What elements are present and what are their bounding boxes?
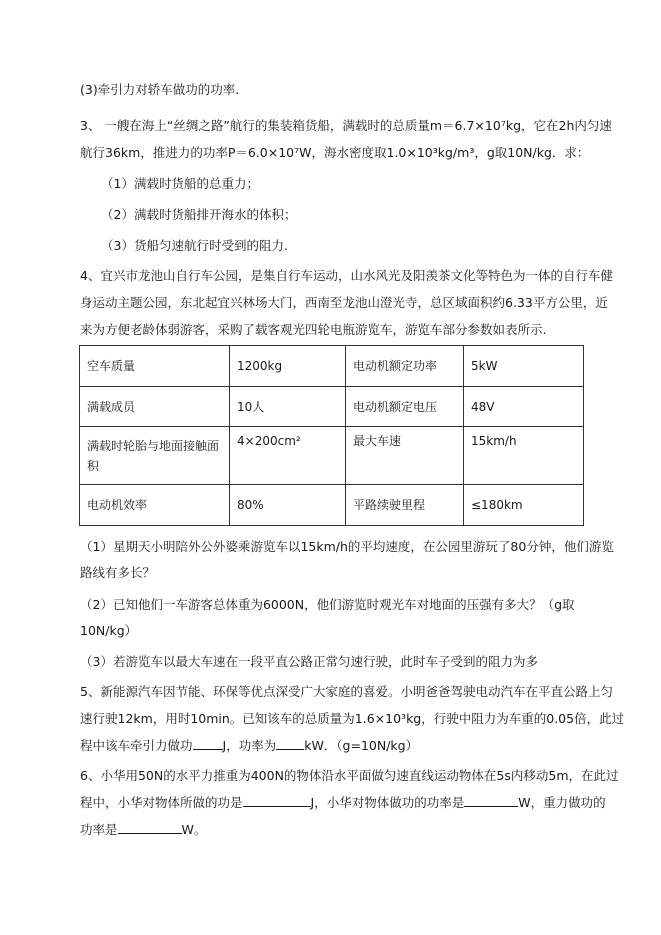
question-3-sub-1: （1）满载时货船的总重力；: [101, 176, 259, 191]
answer-blank[interactable]: [243, 792, 311, 807]
question-5-text-a: 程中该车牵引力做功: [80, 738, 193, 753]
question-6-line-3: [80, 819, 206, 840]
table-cell: 1200kg: [230, 346, 346, 387]
question-5-line-1: 5、新能源汽车因节能、环保等优点深受广大家庭的喜爱。小明爸爸驾驶电动汽车在平直公路上匀: [80, 684, 613, 699]
parameter-table: [79, 345, 584, 526]
question-6-text-c: W，重力做功的: [518, 795, 606, 810]
table-row: [80, 427, 584, 485]
question-4-line-2: 身运动主题公园，东北起宜兴林场大门，西南至龙池山澄光寺，总区域面积约6.33平方公里，近: [80, 295, 608, 310]
table-cell: 5kW: [464, 346, 584, 387]
answer-blank[interactable]: [276, 735, 304, 750]
table-cell: 空车质量: [80, 346, 230, 387]
question-4-sub-1-line-1: （1）星期天小明陪外公外婆乘游览车以15km/h的平均速度，在公园里游玩了80分钟，他们游览: [80, 539, 614, 554]
question-6-line-2: [80, 792, 606, 813]
question-2-part-3: (3)牵引力对轿车做功的功率.: [80, 82, 240, 97]
table-row: [80, 387, 584, 427]
question-5-text-c: kW．（g=10N/kg）: [304, 738, 419, 753]
question-4-line-1: 4、宜兴市龙池山自行车公园，是集自行车运动，山水风光及阳羡茶文化等特色为一体的自行车健: [80, 268, 613, 283]
table-cell: 满载时轮胎与地面接触面积: [80, 427, 230, 485]
answer-blank[interactable]: [118, 819, 182, 834]
table-cell: 15km/h: [464, 427, 584, 485]
question-3-sub-2: （2）满载时货船排开海水的体积；: [101, 207, 297, 222]
question-4-sub-1-line-2: 路线有多长？: [80, 565, 156, 580]
table-row: [80, 346, 584, 387]
answer-blank[interactable]: [464, 792, 518, 807]
question-6-line-1: 6、小华用50N的水平力推重为400N的物体沿水平面做匀速直线运动物体在5s内移动5m，在此过: [80, 768, 619, 783]
question-4-sub-2-line-2: 10N/kg）: [80, 623, 138, 638]
table-cell: 电动机效率: [80, 485, 230, 526]
table-cell: 80%: [230, 485, 346, 526]
table-cell: 最大车速: [346, 427, 464, 485]
question-6-text-e: W。: [181, 822, 207, 837]
question-6-text-a: 程中，小华对物体所做的功是: [80, 795, 243, 810]
question-4-sub-2-line-1: （2）已知他们一车游客总体重为6000N，他们游览时观光车对地面的压强有多大？（g取: [80, 597, 575, 612]
table-cell: 电动机额定电压: [346, 387, 464, 427]
question-5-text-b: J，功率为: [222, 738, 277, 753]
table-cell: 10人: [230, 387, 346, 427]
question-4-line-3: 来为方便老龄体弱游客，采购了载客观光四轮电瓶游览车，游览车部分参数如表所示.: [80, 322, 547, 337]
question-6-text-d: 功率是: [80, 822, 118, 837]
question-5-line-3: [80, 735, 418, 756]
table-cell: 电动机额定功率: [346, 346, 464, 387]
table-cell: 平路续驶里程: [346, 485, 464, 526]
question-6-text-b: J，小华对物体做功的功率是: [310, 795, 465, 810]
table-row: [80, 485, 584, 526]
question-4-sub-3: （3）若游览车以最大车速在一段平直公路正常匀速行驶，此时车子受到的阻力为多: [80, 654, 538, 669]
question-3-line-1: 3、 一艘在海上“丝绸之路”航行的集装箱货船，满载时的总质量m＝6.7×10⁷kg，它在2h内匀速: [80, 118, 612, 133]
table-cell: 满载成员: [80, 387, 230, 427]
question-5-line-2: 速行驶12km，用时10min。已知该车的总质量为1.6×10³kg，行驶中阻力为车重的0.05倍，此过: [80, 711, 625, 726]
table-cell: 4×200cm²: [230, 427, 346, 485]
table-cell: 48V: [464, 387, 584, 427]
question-3-sub-3: （3）货船匀速航行时受到的阻力.: [101, 238, 288, 253]
answer-blank[interactable]: [193, 735, 223, 750]
question-3-line-2: 航行36km，推进力的功率P＝6.0×10⁷W，海水密度取1.0×10³kg/m³，g取10N/kg．求：: [80, 145, 590, 160]
table-cell: ≤180km: [464, 485, 584, 526]
